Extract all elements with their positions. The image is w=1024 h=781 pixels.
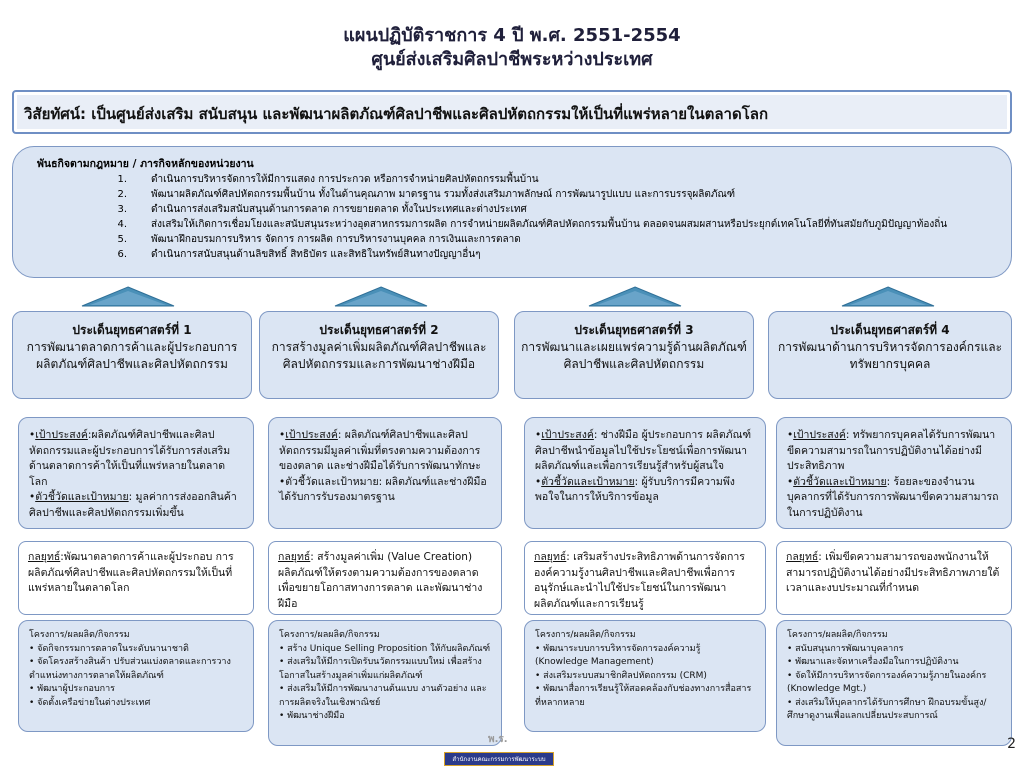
goal-text: : ผลิตภัณฑ์ศิลปาชีพและศิลปหัตถกรรมมีมูลค่าเพิ่มที่ตรงตามความต้องการของตลาด และช่างฝีมือได้รับการพัฒนาทักษะ [279,429,481,472]
mission-item-num: 6. [117,249,127,260]
goal-box-3: •เป้าประสงค์: ช่างฝีมือ ผู้ประกอบการ ผลิตภัณฑ์ศิลปาชีพนำข้อมูลไปใช้ประโยชน์เพื่อการพัฒนาผลิตภัณฑ์และเพื่อการเรียนรู้สำหรับผู้สนใจ •ตัวชี้วัดและเป้าหมาย: ผู้รับบริการมีความพึงพอใจในการให้บริการข้อมูล [524,417,766,529]
tactic-box-4 [776,541,1012,615]
strategy-title: ประเด็นยุทธศาสตร์ที่ 3 [574,323,694,337]
kpi-text: : ผู้รับบริการมีความพึงพอใจในการให้บริการข้อมูล [535,475,735,503]
strategy-desc: การพัฒนาตลาดการค้าและผู้ประกอบการผลิตภัณฑ์ศิลปาชีพและศิลปหัตถกรรม [26,340,238,371]
mission-item-text: พัฒนาฝึกอบรมการบริหาร จัดการ การผลิต การบริหารงานบุคคล การเงินและการตลาด [151,234,521,245]
project-box-2 [268,620,502,746]
project-box-3 [524,620,766,732]
strategy-box-3 [514,311,754,399]
tactic-text: : เสริมสร้างประสิทธิภาพด้านการจัดการองค์ความรู้งานศิลปาชีพและศิลปาชีพเพื่อการอนุรักษ์และนำไปใช้ประโยชน์ในการพัฒนาผลิตภัณฑ์และการเรียนรู้ [534,551,745,610]
triangle-arrow-icon [80,286,176,308]
page-number: 2 [1007,736,1016,752]
kpi-label: ตัวชี้วัดและเป้าหมาย [285,475,379,488]
mission-item-num: 1. [117,174,127,185]
mission-item-num: 3. [117,204,127,215]
project-list [29,643,243,711]
tactic-box-3 [524,541,766,615]
mission-item-num: 2. [117,189,127,200]
tactic-text: : สร้างมูลค่าเพิ่ม (Value Creation) ผลิตภัณฑ์ให้ตรงตามความต้องการของตลาด เพื่อขยายโอกาสทางการตลาด และพัฒนาช่างฝีมือ [278,551,483,610]
list-item: • สร้าง Unique Selling Proposition ให้กับผลิตภัณฑ์ [279,643,491,654]
tactic-text: : เพิ่มขีดความสามารถของพนักงานให้สามารถปฏิบัติงานได้อย่างมีประสิทธิภาพภายใต้เวลาและงบประมาณที่กำหนด [786,551,1000,594]
tactic-text: :พัฒนาตลาดการค้าและผู้ประกอบ การผลิตภัณฑ์ศิลปาชีพและศิลปหัตถกรรมให้เป็นที่แพร่หลายในตลาดโลก [28,551,234,594]
strategy-title: ประเด็นยุทธศาสตร์ที่ 1 [72,323,192,337]
tactic-box-2 [268,541,502,615]
strategy-box-1 [12,311,252,399]
mission-item [37,217,987,232]
page-title-line-1: แผนปฏิบัติราชการ 4 ปี พ.ศ. 2551-2554 [343,25,681,46]
project-box-1 [18,620,254,732]
list-item: • ส่งเสริมให้มีการเปิดรับนวัตกรรมแบบใหม่ เพื่อสร้างโอกาสในสร้างมูลค่าเพิ่มแก่ผลิตภัณฑ์ [279,657,482,681]
tactic-label: กลยุทธ์ [786,551,819,563]
footer-agency-bar: สำนักงานคณะกรรมการพัฒนาระบบราชการ [444,752,554,766]
kpi-text: : มูลค่าการส่งออกสินค้าศิลปาชีพและศิลปหัตถกรรมเพิ่มขึ้น [29,491,237,519]
mission-item-num: 5. [117,234,127,245]
triangle-arrow-icon [840,286,936,308]
strategy-box-4 [768,311,1012,399]
list-item: • พัฒนาช่างฝีมือ [279,711,345,721]
goal-label: เป้าประสงค์ [541,429,594,441]
mission-item-text: ดำเนินการสนับสนุนด้านลิขสิทธิ์ สิทธิบัตร และสิทธิในทรัพย์สินทางปัญญาอื่นๆ [151,249,481,260]
kpi-label: ตัวชี้วัดและเป้าหมาย [541,475,635,488]
triangle-arrow-icon [587,286,683,308]
list-item: • ส่งเสริมให้มีการพัฒนางานต้นแบบ งานตัวอย่าง และการผลิตจริงในเชิงพาณิชย์ [279,684,487,708]
project-heading: โครงการ/ผลผลิต/กิจกรรม [787,630,888,640]
tactic-label: กลยุทธ์ [534,551,567,563]
tactic-label: กลยุทธ์ [278,551,311,563]
kpi-label: ตัวชี้วัดและเป้าหมาย [35,491,129,503]
project-heading: โครงการ/ผลผลิต/กิจกรรม [29,630,130,640]
list-item: • พัฒนาสื่อการเรียนรู้ให้สอดคล้องกับช่องทางการสื่อสารที่หลากหลาย [535,684,752,708]
tactic-box-1 [18,541,254,615]
goal-label: เป้าประสงค์ [793,429,846,441]
footer-logo: พ.ร. [488,734,508,745]
project-heading: โครงการ/ผลผลิต/กิจกรรม [535,630,636,640]
goal-label: เป้าประสงค์ [285,429,338,441]
goal-text: : ช่างฝีมือ ผู้ประกอบการ ผลิตภัณฑ์ศิลปาชีพนำข้อมูลไปใช้ประโยชน์เพื่อการพัฒนาผลิตภัณฑ์และเพื่อการเรียนรู้สำหรับผู้สนใจ [535,429,752,472]
goal-text: : ทรัพยากรบุคคลได้รับการพัฒนาขีดความสามารถในการปฏิบัติงานได้อย่างมีประสิทธิภาพ [787,429,996,472]
kpi-label: ตัวชี้วัดและเป้าหมาย [793,475,887,488]
tactic-label: กลยุทธ์ [28,551,61,563]
mission-heading: พันธกิจตามกฎหมาย / ภารกิจหลักของหน่วยงาน [37,158,254,170]
list-item: • ส่งเสริมระบบสมาชิกศิลปหัตถกรรม (CRM) [535,670,707,681]
mission-item-num: 4. [117,219,127,230]
strategy-desc: การพัฒนาและเผยแพร่ความรู้ด้านผลิตภัณฑ์ศิลปาชีพและศิลปหัตถกรรม [521,340,747,371]
project-box-4 [776,620,1012,746]
goal-box-4: •เป้าประสงค์: ทรัพยากรบุคคลได้รับการพัฒนาขีดความสามารถในการปฏิบัติงานได้อย่างมีประสิทธิภาพ •ตัวชี้วัดและเป้าหมาย: ร้อยละของจำนวนบุคลากรที่ได้รับการการพัฒนาขีดความสามารถในการปฏิบัติงาน [776,417,1012,529]
list-item: • จัดให้มีการบริหารจัดการองค์ความรู้ภายในองค์กร (Knowledge Mgt.) [787,670,987,694]
mission-item [37,172,987,187]
list-item: • พัฒนาและจัดหาเครื่องมือในการปฏิบัติงาน [787,657,959,667]
kpi-text: : ร้อยละของจำนวนบุคลากรที่ได้รับการการพัฒนาขีดความสามารถในการปฏิบัติงาน [787,475,999,519]
list-item: • จัดตั้งเครือข่ายในต่างประเทศ [29,697,151,708]
project-heading: โครงการ/ผลผลิต/กิจกรรม [279,630,380,640]
vision-box [12,90,1012,134]
strategy-box-2 [259,311,499,399]
strategy-desc: การพัฒนาด้านการบริหารจัดการองค์กรและทรัพยากรบุคคล [777,340,1003,371]
goal-box-1: •เป้าประสงค์:ผลิตภัณฑ์ศิลปาชีพและศิลปหัตถกรรมและผู้ประกอบการได้รับการส่งเสริมด้านตลาดการค้าให้เป็นที่แพร่หลายในตลาดโลก •ตัวชี้วัดและเป้าหมาย: มูลค่าการส่งออกสินค้าศิลปาชีพและศิลปหัตถกรรมเพิ่มขึ้น [18,417,254,529]
mission-item [37,247,987,262]
triangle-arrow-icon [333,286,429,308]
mission-item [37,232,987,247]
project-list [787,643,1001,724]
mission-item-text: พัฒนาผลิตภัณฑ์ศิลปหัตถกรรมพื้นบ้าน ทั้งในด้านคุณภาพ มาตรฐาน รวมทั้งส่งเสริมภาพลักษณ์ การพัฒนารูปแบบ และการบรรจุผลิตภัณฑ์ [151,189,736,200]
mission-item-text: ส่งเสริมให้เกิดการเชื่อมโยงและสนับสนุนระหว่างอุตสาหกรรมการผลิต การจำหน่ายผลิตภัณฑ์ศิลปหัตถกรรมพื้นบ้าน ตลอดจนผสมผสานหรือประยุกต์เทคโนโลยีที่ทันสมัยกับภูมิปัญญาท้องถิ่น [151,219,948,230]
list-item: • พัฒนาผู้ประกอบการ [29,684,115,694]
mission-item [37,202,987,217]
goal-text: :ผลิตภัณฑ์ศิลปาชีพและศิลปหัตถกรรมและผู้ประกอบการได้รับการส่งเสริมด้านตลาดการค้าให้เป็นที่แพร่หลายในตลาดโลก [29,429,231,488]
goal-label: เป้าประสงค์ [35,429,88,441]
goal-box-2: •เป้าประสงค์: ผลิตภัณฑ์ศิลปาชีพและศิลปหัตถกรรมมีมูลค่าเพิ่มที่ตรงตามความต้องการของตลาด และช่างฝีมือได้รับการพัฒนาทักษะ •ตัวชี้วัดและเป้าหมาย: ผลิตภัณฑ์และช่างฝีมือได้รับการรับรองมาตรฐาน [268,417,502,529]
mission-item [37,187,987,202]
page-title-line-2: ศูนย์ส่งเสริมศิลปาชีพระหว่างประเทศ [371,49,653,70]
mission-box [12,146,1012,278]
list-item: • จัดโครงสร้างสินค้า ปรับส่วนแบ่งตลาดและการวางตำแหน่งทางการตลาดให้ผลิตภัณฑ์ [29,657,231,681]
mission-item-text: ดำเนินการส่งเสริมสนับสนุนด้านการตลาด การขยายตลาด ทั้งในประเทศและต่างประเทศ [151,204,527,215]
vision-text: วิสัยทัศน์: เป็นศูนย์ส่งเสริม สนับสนุน และพัฒนาผลิตภัณฑ์ศิลปาชีพและศิลปหัตถกรรมให้เป็นที่แพร่หลายในตลาดโลก [24,105,769,123]
mission-list [37,172,987,262]
strategy-desc: การสร้างมูลค่าเพิ่มผลิตภัณฑ์ศิลปาชีพและศิลปหัตถกรรมและการพัฒนาช่างฝีมือ [271,340,487,371]
strategy-title: ประเด็นยุทธศาสตร์ที่ 4 [830,323,950,337]
strategy-title: ประเด็นยุทธศาสตร์ที่ 2 [319,323,439,337]
kpi-text: : ผลิตภัณฑ์และช่างฝีมือได้รับการรับรองมาตรฐาน [279,475,487,503]
list-item: • จัดกิจกรรมการตลาดในระดับนานาชาติ [29,643,189,654]
list-item: • พัฒนาระบบการบริหารจัดการองค์ความรู้ (Knowledge Management) [535,643,701,667]
project-list [279,643,491,724]
mission-item-text: ดำเนินการบริหารจัดการให้มีการแสดง การประกวด หรือการจำหน่ายศิลปหัตถกรรมพื้นบ้าน [151,174,539,185]
project-list [535,643,755,711]
list-item: • สนับสนุนการพัฒนาบุคลากร [787,643,904,654]
list-item: • ส่งเสริมให้บุคลากรได้รับการศึกษา ฝึกอบรมขั้นสูง/ศึกษาดูงานเพื่อแลกเปลี่ยนประสบการณ์ [787,697,987,721]
